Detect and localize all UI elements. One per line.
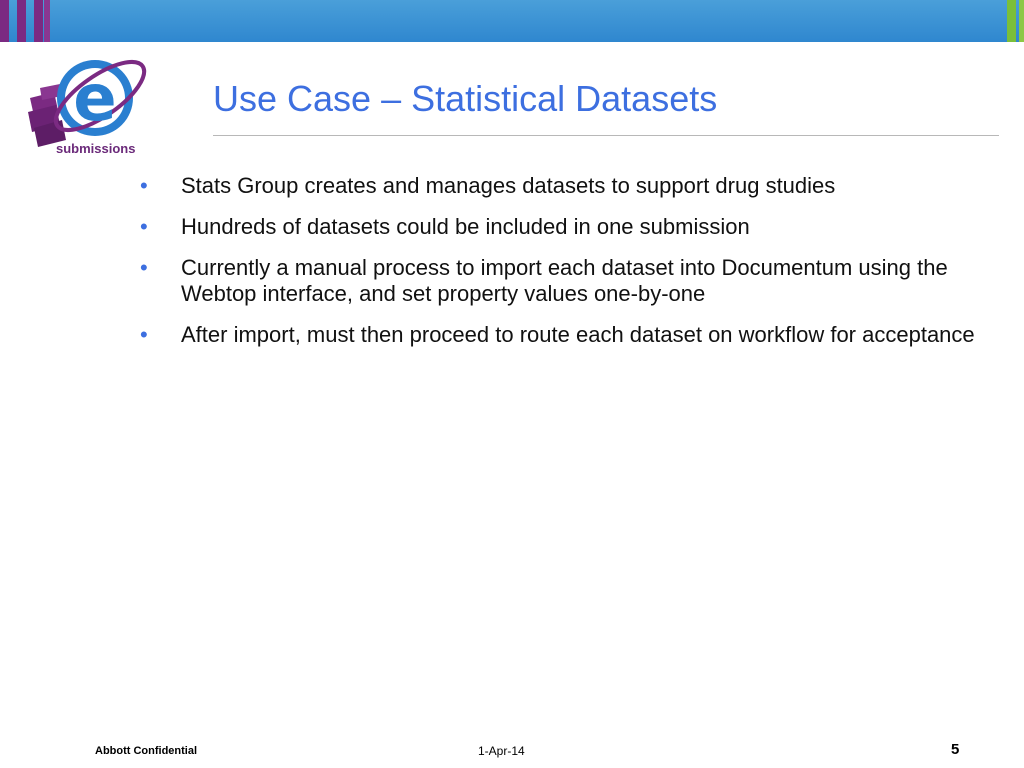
bullet-text: After import, must then proceed to route each dataset on workflow for acceptance [181,322,975,347]
bullet-icon: • [140,173,148,198]
bullet-item [140,322,1000,348]
logo-letter: e [73,62,117,136]
bullet-list [140,173,1000,363]
logo-wordmark: submissions [56,141,136,156]
bullet-text: Currently a manual process to import each dataset into Documentum using the Webtop interface, and set property values one-by-one [181,255,948,306]
bullet-item [140,173,1000,199]
bullet-item [140,255,1000,307]
banner-stripe [17,0,26,42]
top-banner [0,0,1024,42]
footer-confidentiality: Abbott Confidential [95,745,198,757]
banner-accent [1019,0,1024,42]
banner-stripe [34,0,43,42]
banner-stripe [44,0,50,42]
page-number: 5 [951,741,960,758]
title-divider [213,135,999,136]
banner-stripe [0,0,9,42]
bullet-text: Stats Group creates and manages datasets to support drug studies [181,173,836,198]
bullet-icon: • [140,255,148,280]
footer-date: 1-Apr-14 [478,744,525,758]
bullet-icon: • [140,214,148,239]
bullet-text: Hundreds of datasets could be included in one submission [181,214,750,239]
slide-title: Use Case – Statistical Datasets [213,78,718,119]
bullet-item [140,214,1000,240]
banner-accent [1007,0,1016,42]
bullet-icon: • [140,322,148,347]
